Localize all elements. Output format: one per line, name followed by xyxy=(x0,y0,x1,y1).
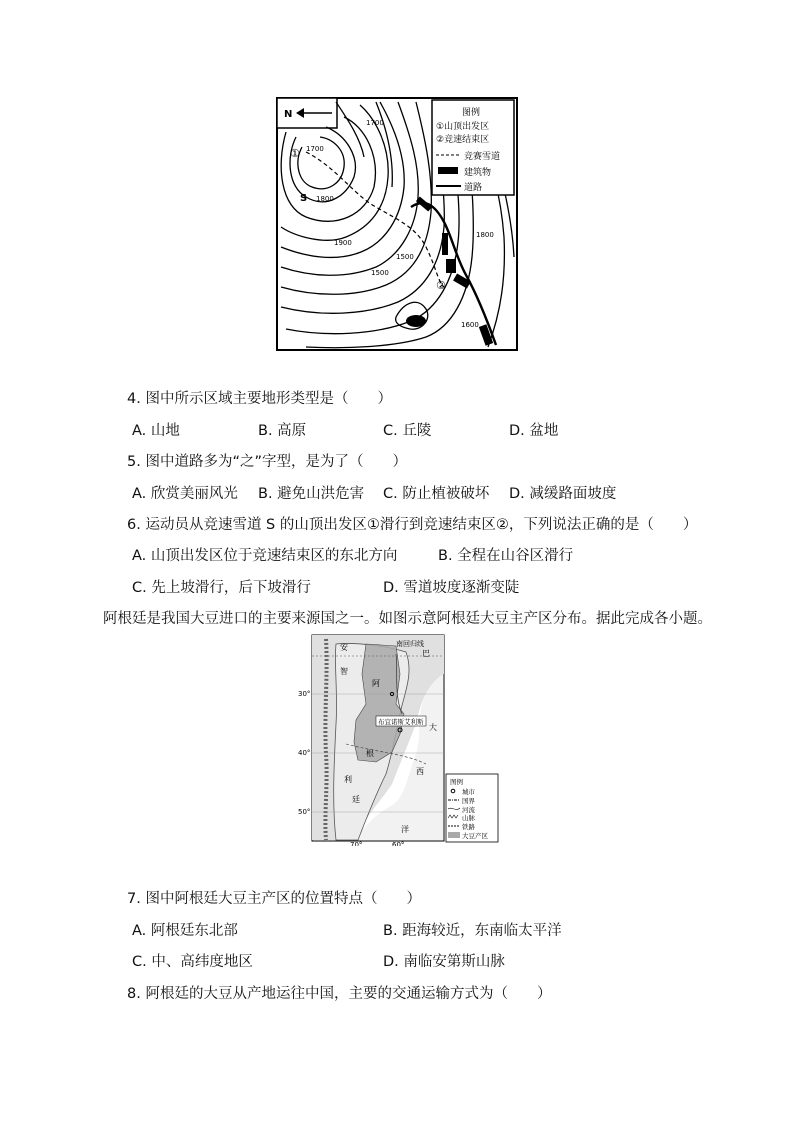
svg-text:1900: 1900 xyxy=(334,239,352,247)
q7-option-c[interactable]: C. 中、高纬度地区 xyxy=(132,954,253,970)
label-gen: 根 xyxy=(366,749,374,758)
legend-road: 道路 xyxy=(464,183,483,193)
q4-option-a[interactable]: A. 山地 xyxy=(132,423,180,439)
q7-option-b[interactable]: B. 距海较近，东南临太平洋 xyxy=(383,923,562,939)
legend-run: 竞赛雪道 xyxy=(464,152,501,162)
question-7-stem: 7. 图中阿根廷大豆主产区的位置特点（ ） xyxy=(127,891,421,907)
q4-option-d[interactable]: D. 盆地 xyxy=(509,423,559,439)
label-da: 大 xyxy=(429,723,437,732)
contour-map xyxy=(276,97,518,352)
question-6-stem: 6. 运动员从竞速雪道 S 的山顶出发区①滑行到竞速结束区②，下列说法正确的是（ ） xyxy=(127,517,698,533)
q5-option-c[interactable]: C. 防止植被破坏 xyxy=(383,486,490,502)
legend2-river: 河流 xyxy=(462,806,475,814)
q5-option-b[interactable]: B. 避免山洪危害 xyxy=(258,486,365,502)
svg-text:1700: 1700 xyxy=(306,145,324,153)
legend2-mountain: 山脉 xyxy=(462,814,475,822)
label-li: 利 xyxy=(344,775,352,784)
marker-end: ② xyxy=(436,279,446,292)
q6-option-d[interactable]: D. 雪道坡度逐渐变陡 xyxy=(383,580,520,596)
argentina-map xyxy=(296,634,500,846)
q6-option-a[interactable]: A. 山顶出发区位于竞速结束区的东北方向 xyxy=(132,548,398,564)
lat-50: 50° xyxy=(298,808,311,816)
svg-text:1600: 1600 xyxy=(461,321,479,329)
q6-option-b[interactable]: B. 全程在山谷区滑行 xyxy=(438,548,574,564)
legend-building: 建筑物 xyxy=(464,168,492,178)
label-ting: 廷 xyxy=(352,795,360,804)
q6-option-c[interactable]: C. 先上坡滑行，后下坡滑行 xyxy=(132,580,311,596)
q7-option-a[interactable]: A. 阿根廷东北部 xyxy=(132,923,238,939)
legend-start: ①山顶出发区 xyxy=(436,122,490,132)
lat-30: 30° xyxy=(298,690,311,698)
svg-text:1800: 1800 xyxy=(316,195,334,203)
question-4-stem: 4. 图中所示区域主要地形类型是（ ） xyxy=(127,391,392,407)
label-an: 安 xyxy=(340,643,348,652)
legend-building-icon xyxy=(438,167,458,174)
label-a: 阿 xyxy=(372,679,380,688)
tropic-label: 南回归线 xyxy=(396,640,424,648)
q4-option-b[interactable]: B. 高原 xyxy=(258,423,307,439)
label-ba: 巴 xyxy=(422,649,430,658)
legend2-city: 城市 xyxy=(462,788,475,796)
legend2-soy-icon xyxy=(448,832,460,838)
q5-option-a[interactable]: A. 欣赏美丽风光 xyxy=(132,486,238,502)
label-yang: 洋 xyxy=(401,825,409,834)
legend2-soy: 大豆产区 xyxy=(462,832,488,840)
lon-60: 60° xyxy=(392,841,405,846)
question-5-stem: 5. 图中道路多为“之”字型，是为了（ ） xyxy=(127,454,407,470)
svg-text:1500: 1500 xyxy=(371,269,389,277)
label-zhi: 智 xyxy=(340,667,348,676)
question-8-stem: 8. 阿根廷的大豆从产地运往中国，主要的交通运输方式为（ ） xyxy=(127,986,552,1002)
lon-70: 70° xyxy=(350,841,363,846)
intro-paragraph: 阿根廷是我国大豆进口的主要来源国之一。如图示意阿根廷大豆主产区分布。据此完成各小题。 xyxy=(103,611,712,627)
legend-end: ②竞速结束区 xyxy=(436,135,490,145)
lat-40: 40° xyxy=(298,749,311,757)
legend-title: 图例 xyxy=(462,108,481,118)
svg-text:1800: 1800 xyxy=(476,231,494,239)
q5-option-d[interactable]: D. 减缓路面坡度 xyxy=(509,486,617,502)
legend2-border: 国界 xyxy=(462,797,475,805)
label-xi: 西 xyxy=(416,767,424,776)
region-label: 布宜诺斯艾利斯 xyxy=(378,718,424,726)
q4-option-c[interactable]: C. 丘陵 xyxy=(383,423,432,439)
svg-text:1700: 1700 xyxy=(366,119,384,127)
legend2-title: 图例 xyxy=(450,778,463,786)
north-label: N xyxy=(284,109,293,120)
marker-s: S xyxy=(300,193,308,204)
legend2-rail: 铁路 xyxy=(462,823,475,831)
q7-option-d[interactable]: D. 南临安第斯山脉 xyxy=(383,954,505,970)
svg-text:1500: 1500 xyxy=(396,253,414,261)
marker-start: ① xyxy=(290,147,300,160)
